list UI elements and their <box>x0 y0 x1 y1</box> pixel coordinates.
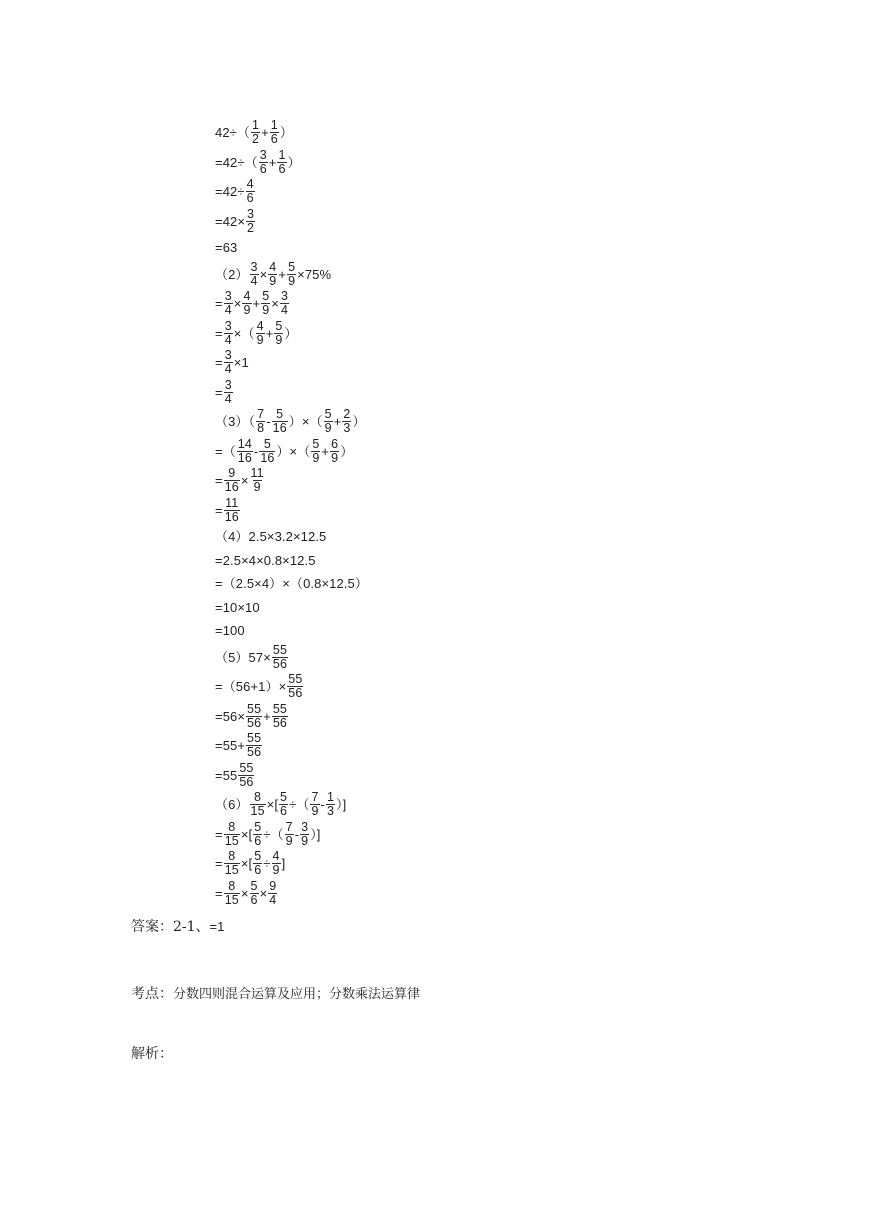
fraction-numerator: 5 <box>250 878 258 893</box>
fraction-numerator: 9 <box>228 466 236 481</box>
fraction-denominator: 9 <box>253 480 261 495</box>
step-text: ）×（ <box>276 443 311 459</box>
step-text: =55 <box>215 767 238 783</box>
step-line <box>215 731 635 761</box>
step-line <box>215 549 635 573</box>
step-text: =（ <box>215 443 236 459</box>
fraction-numerator: 3 <box>247 206 255 221</box>
step-line <box>215 319 635 349</box>
fraction-numerator: 3 <box>301 819 309 834</box>
kaodian-row <box>131 983 420 1003</box>
step-text: - <box>294 826 300 842</box>
step-text: ×[ <box>240 856 253 872</box>
kaodian-value: 分数四则混合运算及应用；分数乘法运算律 <box>173 986 421 1001</box>
fraction <box>330 438 339 465</box>
step-line <box>215 849 635 879</box>
step-line <box>215 879 635 909</box>
fraction <box>287 261 296 288</box>
fraction <box>274 320 283 347</box>
step-text: =63 <box>215 240 238 256</box>
fraction-denominator: 16 <box>237 450 252 465</box>
fraction <box>250 791 266 818</box>
fraction-numerator: 2 <box>343 407 351 422</box>
step-text: × <box>259 885 268 901</box>
step-line <box>215 643 635 673</box>
fraction-denominator: 9 <box>272 863 280 878</box>
fraction-denominator: 56 <box>272 715 287 730</box>
fraction-denominator: 16 <box>224 480 239 495</box>
fraction-numerator: 55 <box>288 672 303 687</box>
step-text: - <box>253 443 259 459</box>
step-text: = <box>215 384 223 400</box>
solution-steps <box>215 118 635 908</box>
fraction-denominator: 2 <box>247 220 255 235</box>
fraction <box>268 261 277 288</box>
step-line <box>215 207 635 237</box>
fraction-numerator: 3 <box>250 259 258 274</box>
step-text: + <box>261 125 269 141</box>
step-text: × <box>240 473 249 489</box>
fraction <box>342 408 351 435</box>
fraction-denominator: 6 <box>250 892 258 907</box>
step-text: （6） <box>215 797 249 813</box>
fraction <box>268 880 277 907</box>
fraction <box>224 320 233 347</box>
fraction <box>272 644 288 671</box>
step-line <box>215 702 635 732</box>
fraction-numerator: 8 <box>228 849 236 864</box>
fraction-denominator: 16 <box>272 421 287 436</box>
step-text: - <box>320 797 325 813</box>
step-text: ）×（ <box>288 414 323 430</box>
fraction-numerator: 5 <box>254 819 262 834</box>
fraction <box>237 438 253 465</box>
step-text: × <box>240 885 249 901</box>
fraction-denominator: 15 <box>224 892 239 907</box>
step-text: + <box>263 708 271 724</box>
step-text: 42÷（ <box>215 125 250 141</box>
fraction-numerator: 5 <box>254 849 262 864</box>
fraction-numerator: 3 <box>224 348 232 363</box>
fraction-numerator: 14 <box>237 436 252 451</box>
answer-row <box>131 916 224 936</box>
fraction-numerator: 3 <box>224 318 232 333</box>
step-text: ） <box>287 154 301 170</box>
step-text: =100 <box>215 623 245 639</box>
step-text: =10×10 <box>215 599 260 615</box>
fraction-numerator: 5 <box>276 407 284 422</box>
step-text: ÷（ <box>263 826 284 842</box>
step-text: =42÷ <box>215 184 245 200</box>
fraction-denominator: 9 <box>285 833 293 848</box>
step-text: ×（ <box>233 325 255 341</box>
fraction-numerator: 11 <box>250 466 264 481</box>
fraction <box>253 821 262 848</box>
fraction-denominator: 9 <box>288 273 296 288</box>
fraction <box>224 379 233 406</box>
step-line <box>215 260 635 290</box>
step-line <box>215 177 635 207</box>
fraction <box>246 732 262 759</box>
fraction-denominator: 6 <box>259 161 267 176</box>
fraction-denominator: 9 <box>311 804 319 819</box>
step-text: - <box>266 414 271 430</box>
fraction <box>300 821 309 848</box>
kaodian-label: 考点： <box>131 986 173 1002</box>
fraction <box>279 791 288 818</box>
fraction-numerator: 55 <box>247 731 262 746</box>
fraction-numerator: 5 <box>262 289 270 304</box>
step-text: = <box>215 826 223 842</box>
fraction-denominator: 4 <box>269 892 277 907</box>
step-text: + <box>265 325 274 341</box>
step-text: ） <box>279 125 293 141</box>
fraction-denominator: 56 <box>272 656 287 671</box>
step-text: ×[ <box>240 826 253 842</box>
fraction-numerator: 4 <box>269 259 277 274</box>
step-line <box>215 525 635 549</box>
step-line <box>215 572 635 596</box>
fraction-numerator: 3 <box>224 289 232 304</box>
fraction-numerator: 8 <box>228 878 236 893</box>
step-text: =55+ <box>215 738 246 754</box>
step-text: ÷（ <box>289 797 310 813</box>
step-line <box>215 761 635 791</box>
fraction <box>272 703 288 730</box>
step-text: ） <box>284 325 298 341</box>
step-line <box>215 378 635 408</box>
fraction <box>251 119 260 146</box>
step-text: = <box>215 296 223 312</box>
fraction-denominator: 8 <box>257 421 265 436</box>
fraction-denominator: 16 <box>224 509 239 524</box>
step-text: + <box>278 266 287 282</box>
fraction-denominator: 9 <box>331 450 339 465</box>
fraction-numerator: 6 <box>331 436 339 451</box>
fraction-numerator: 3 <box>224 377 232 392</box>
step-text: ] <box>281 856 286 872</box>
fraction <box>242 290 251 317</box>
fraction-numerator: 8 <box>254 790 262 805</box>
fraction <box>250 261 259 288</box>
fraction-denominator: 56 <box>247 745 262 760</box>
fraction-numerator: 9 <box>269 878 277 893</box>
fraction <box>324 408 333 435</box>
fraction-denominator: 16 <box>260 450 275 465</box>
fraction <box>259 149 268 176</box>
fraction-denominator: 9 <box>256 332 264 347</box>
fraction-denominator: 15 <box>250 804 265 819</box>
fraction <box>246 178 255 205</box>
step-text: = <box>215 355 223 371</box>
fraction-denominator: 56 <box>239 774 254 789</box>
jiexi-label: 解析： <box>131 1046 173 1062</box>
fraction-denominator: 6 <box>246 191 254 206</box>
fraction-numerator: 55 <box>239 760 254 775</box>
step-line <box>215 619 635 643</box>
step-line <box>215 496 635 526</box>
fraction-numerator: 7 <box>285 819 293 834</box>
step-line <box>215 289 635 319</box>
fraction <box>280 290 289 317</box>
step-text: = <box>215 502 223 518</box>
fraction <box>326 791 335 818</box>
fraction-denominator: 9 <box>275 332 283 347</box>
step-text: ）] <box>336 797 347 813</box>
fraction-denominator: 9 <box>324 421 332 436</box>
fraction-numerator: 4 <box>246 177 254 192</box>
fraction-numerator: 5 <box>324 407 332 422</box>
step-text: + <box>321 443 330 459</box>
step-text: = <box>215 325 223 341</box>
step-text: × <box>271 296 279 312</box>
fraction-denominator: 9 <box>243 303 251 318</box>
fraction <box>224 821 240 848</box>
step-text: × <box>259 266 268 282</box>
step-text: ×[ <box>266 797 279 813</box>
fraction-denominator: 4 <box>224 362 232 377</box>
fraction-denominator: 56 <box>247 715 262 730</box>
fraction <box>256 408 265 435</box>
fraction-denominator: 6 <box>270 132 278 147</box>
fraction-numerator: 55 <box>272 701 287 716</box>
fraction <box>285 821 294 848</box>
fraction <box>256 320 265 347</box>
fraction <box>261 290 270 317</box>
fraction <box>277 149 286 176</box>
fraction-denominator: 4 <box>224 391 232 406</box>
step-text: ×1 <box>233 355 249 371</box>
step-text: = <box>215 473 223 489</box>
fraction-denominator: 9 <box>312 450 320 465</box>
step-line <box>215 820 635 850</box>
step-text: =42÷（ <box>215 154 258 170</box>
fraction <box>224 880 240 907</box>
step-line <box>215 148 635 178</box>
step-line <box>215 118 635 148</box>
step-text: + <box>268 154 277 170</box>
fraction-denominator: 2 <box>252 132 260 147</box>
fraction <box>224 349 233 376</box>
step-text: = <box>215 856 223 872</box>
fraction-numerator: 5 <box>288 259 296 274</box>
step-line <box>215 348 635 378</box>
step-text: （5）57× <box>215 649 271 665</box>
fraction-denominator: 15 <box>224 863 239 878</box>
fraction-denominator: 4 <box>250 273 258 288</box>
fraction-denominator: 56 <box>288 686 303 701</box>
step-text: + <box>333 414 342 430</box>
fraction <box>253 850 262 877</box>
fraction-numerator: 5 <box>263 436 271 451</box>
fraction-numerator: 4 <box>256 318 264 333</box>
fraction-numerator: 4 <box>243 289 251 304</box>
fraction-denominator: 15 <box>224 833 239 848</box>
fraction <box>250 880 259 907</box>
fraction <box>246 703 262 730</box>
fraction-denominator: 6 <box>254 863 262 878</box>
fraction-numerator: 1 <box>252 118 260 133</box>
fraction-denominator: 9 <box>262 303 270 318</box>
fraction <box>224 290 233 317</box>
fraction <box>224 497 240 524</box>
fraction-denominator: 9 <box>301 833 309 848</box>
fraction-numerator: 1 <box>270 118 278 133</box>
step-text: （3）（ <box>215 414 256 430</box>
fraction <box>272 408 288 435</box>
step-line <box>215 407 635 437</box>
fraction <box>259 438 275 465</box>
fraction-denominator: 6 <box>278 161 286 176</box>
step-line <box>215 672 635 702</box>
step-text: + <box>252 296 261 312</box>
fraction <box>311 438 320 465</box>
jiexi-row <box>131 1043 173 1063</box>
fraction-denominator: 4 <box>224 332 232 347</box>
fraction <box>246 208 255 235</box>
step-text: =42× <box>215 213 246 229</box>
fraction-denominator: 4 <box>224 303 232 318</box>
step-line <box>215 236 635 260</box>
fraction-numerator: 55 <box>247 701 262 716</box>
fraction-denominator: 6 <box>254 833 262 848</box>
step-text: ÷ <box>263 856 271 872</box>
step-line <box>215 790 635 820</box>
step-text: =（56+1）× <box>215 679 287 695</box>
fraction-denominator: 4 <box>281 303 289 318</box>
fraction <box>310 791 319 818</box>
fraction-denominator: 3 <box>343 421 351 436</box>
fraction-denominator: 6 <box>280 804 288 819</box>
fraction-numerator: 3 <box>259 147 267 162</box>
fraction <box>250 467 265 494</box>
fraction-numerator: 7 <box>311 790 319 805</box>
fraction-numerator: 55 <box>272 642 287 657</box>
fraction-numerator: 5 <box>312 436 320 451</box>
step-line <box>215 437 635 467</box>
fraction-numerator: 11 <box>225 495 239 510</box>
answer-label: 答案：2-1、 <box>131 919 210 935</box>
fraction-numerator: 1 <box>326 790 335 805</box>
fraction-numerator: 7 <box>257 407 265 422</box>
step-text: =56× <box>215 708 246 724</box>
step-text: ） <box>340 443 354 459</box>
answer-value: =1 <box>209 919 225 934</box>
fraction <box>238 762 254 789</box>
fraction <box>224 850 240 877</box>
step-text: = <box>215 885 223 901</box>
fraction-numerator: 5 <box>280 790 288 805</box>
step-text: =2.5×4×0.8×12.5 <box>215 552 316 568</box>
step-text: ×75% <box>297 266 332 282</box>
step-text: （4）2.5×3.2×12.5 <box>215 529 327 545</box>
step-line <box>215 466 635 496</box>
fraction-numerator: 8 <box>228 819 236 834</box>
step-text: ） <box>352 414 366 430</box>
fraction-numerator: 1 <box>278 147 286 162</box>
fraction <box>272 850 281 877</box>
step-text: （2） <box>215 266 249 282</box>
fraction-denominator: 3 <box>326 804 335 819</box>
step-text: × <box>233 296 242 312</box>
fraction <box>270 119 279 146</box>
step-text: ）] <box>310 826 321 842</box>
step-text: =（2.5×4）×（0.8×12.5） <box>215 576 368 592</box>
fraction-numerator: 5 <box>275 318 283 333</box>
fraction-numerator: 4 <box>272 849 280 864</box>
fraction-numerator: 3 <box>281 289 289 304</box>
fraction <box>224 467 240 494</box>
fraction-denominator: 9 <box>269 273 277 288</box>
fraction <box>287 673 303 700</box>
step-line <box>215 596 635 620</box>
